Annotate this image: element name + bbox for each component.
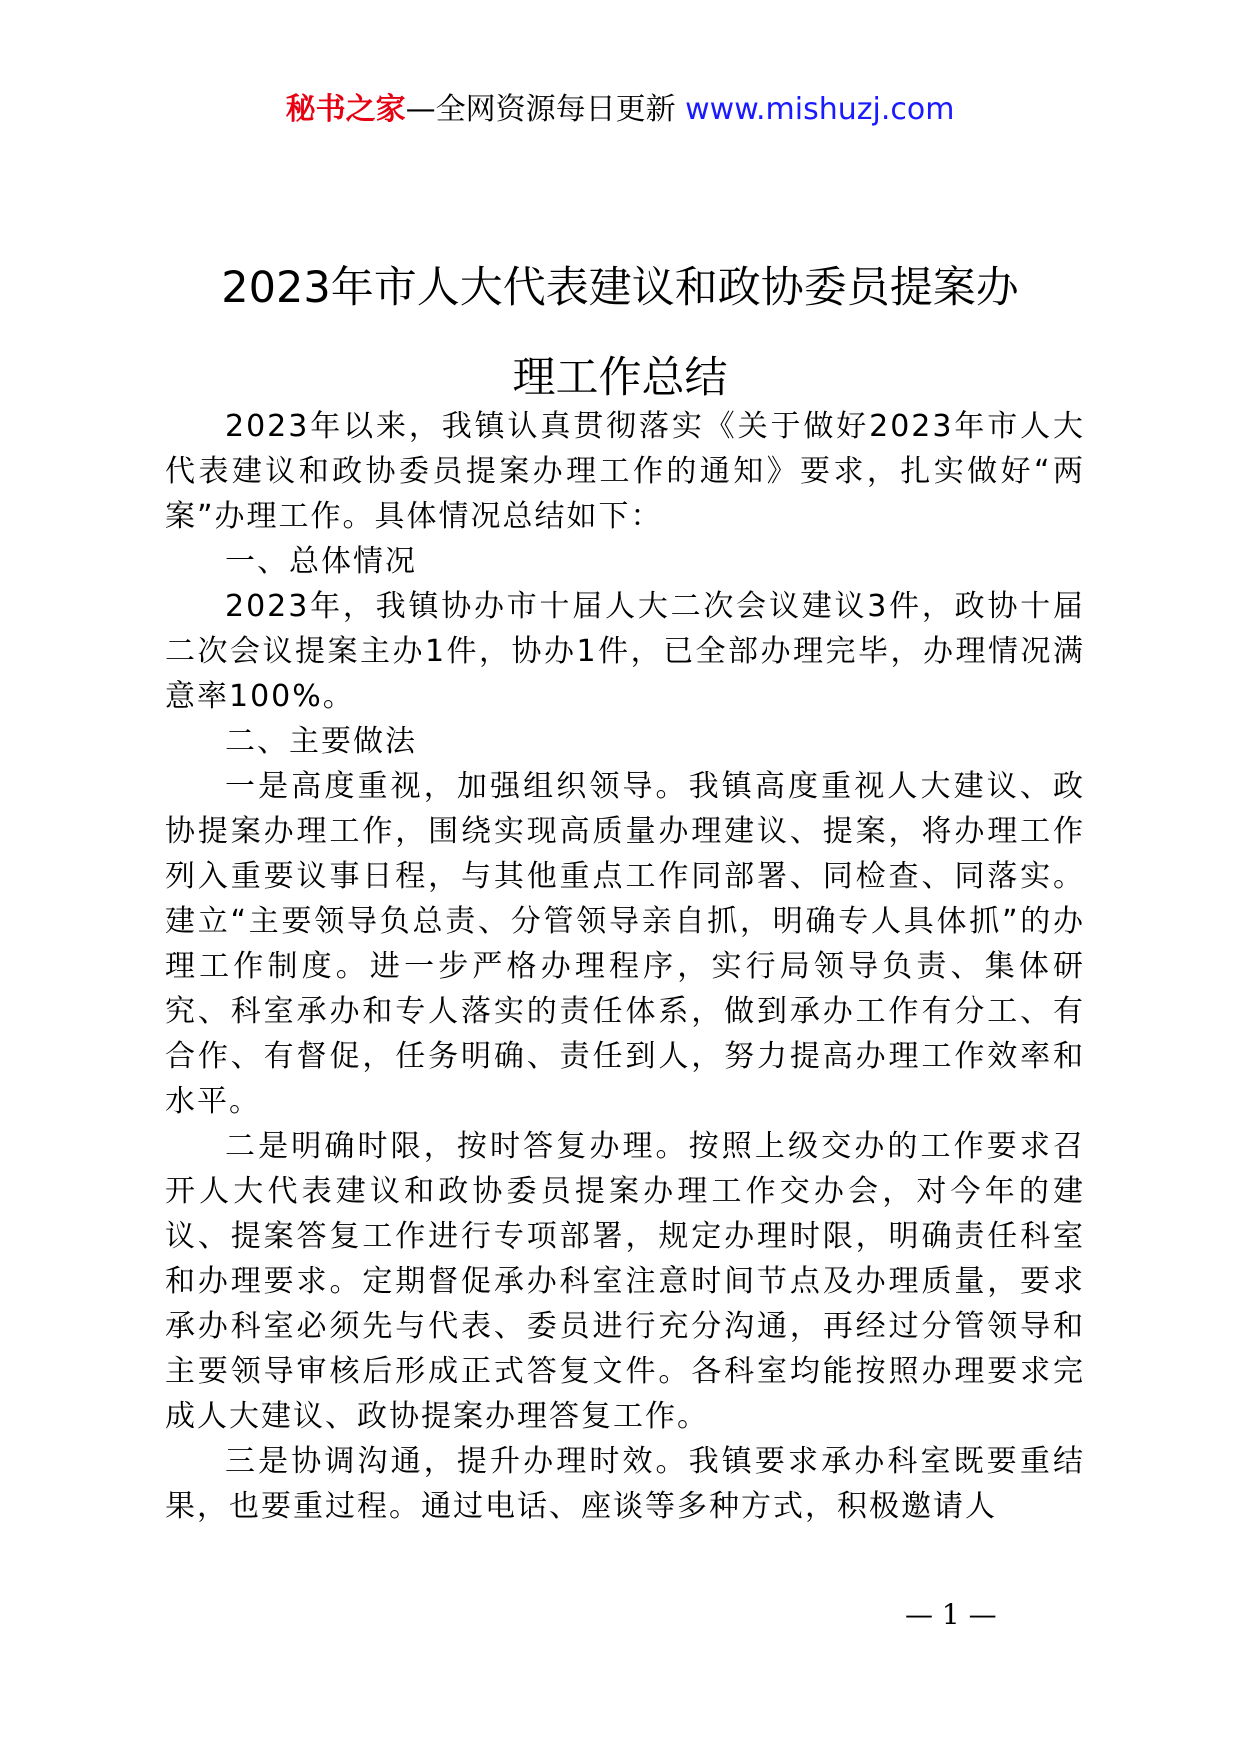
title-line-1: 2023年市人大代表建议和政协委员提案办 bbox=[221, 263, 1019, 313]
banner-tagline: —全网资源每日更新 bbox=[405, 92, 686, 127]
intro-paragraph: 2023年以来，我镇认真贯彻落实《关于做好2023年市人大代表建议和政协委员提案办理工作的通知》要求，扎实做好“两案”办理工作。具体情况总结如下： bbox=[165, 409, 1085, 534]
brand-name: 秘书之家 bbox=[285, 92, 406, 127]
section-heading-overview: 一、总体情况 bbox=[225, 544, 417, 579]
section-heading-practices: 二、主要做法 bbox=[225, 724, 417, 759]
site-banner bbox=[0, 88, 1240, 132]
title-line-2: 理工作总结 bbox=[512, 353, 728, 403]
overview-paragraph: 2023年，我镇协办市十届人大二次会议建议3件，政协十届二次会议提案主办1件，协办1件，已全部办理完毕，办理情况满意率100%。 bbox=[165, 589, 1085, 714]
document-body bbox=[165, 404, 1085, 1529]
practice-paragraph-1: 一是高度重视，加强组织领导。我镇高度重视人大建议、政协提案办理工作，围绕实现高质量办理建议、提案，将办理工作列入重要议事日程，与其他重点工作同部署、同检查、同落实。建立“主要领导负总责、分管领导亲自抓，明确专人具体抓”的办理工作制度。进一步严格办理程序，实行局领导负责、集体研究、科室承办和专人落实的责任体系，做到承办工作有分工、有合作、有督促，任务明确、责任到人，努力提高办理工作效率和水平。 bbox=[165, 769, 1085, 1119]
page-number: — 1 — bbox=[905, 1598, 997, 1631]
practice-paragraph-2: 二是明确时限，按时答复办理。按照上级交办的工作要求召开人大代表建议和政协委员提案办理工作交办会，对今年的建议、提案答复工作进行专项部署，规定办理时限，明确责任科室和办理要求。定期督促承办科室注意时间节点及办理质量，要求承办科室必须先与代表、委员进行充分沟通，再经过分管领导和主要领导审核后形成正式答复文件。各科室均能按照办理要求完成人大建议、政协提案办理答复工作。 bbox=[165, 1129, 1085, 1434]
site-url-link[interactable]: www.mishuzj.com bbox=[685, 92, 955, 127]
practice-paragraph-3: 三是协调沟通，提升办理时效。我镇要求承办科室既要重结果，也要重过程。通过电话、座谈等多种方式，积极邀请人 bbox=[165, 1444, 1085, 1524]
document-title bbox=[0, 243, 1240, 423]
